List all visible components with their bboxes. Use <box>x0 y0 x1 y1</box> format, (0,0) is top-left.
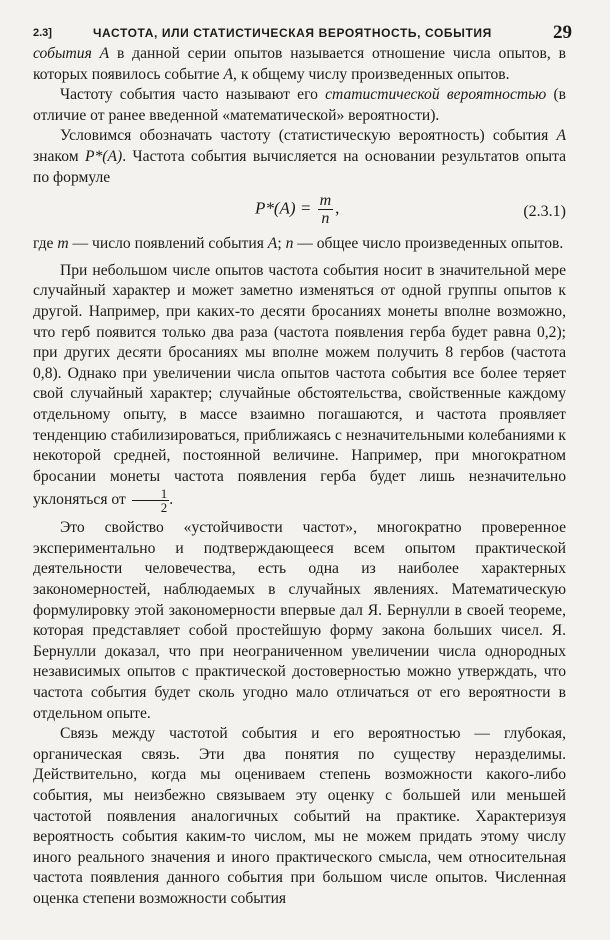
paragraph-notation: Условимся обозначать частоту (статистическую вероятность) события A знаком P*(A). Частота события вычисляется на основании результатов опыта по формуле <box>33 127 566 186</box>
formula-lhs: P*(A) = <box>255 198 312 218</box>
paragraph-coin-example: При небольшом числе опытов частота события носит в значительной мере случайный характер и может заметно изменяться от одной группы опытов к другой. Например, при каких-то десяти бросаниях монеты вполне возможно, что герб появится только два раза (частота появления герба будет равна 0,2); при других десяти бросаниях мы вполне можем получить 8 гербов (частота 0,8). Однако при увеличении числа опытов частота события все более теряет свой случайный характер; случайные обстоятельства, свойственные каждому отдельному опыту, в массе взаимно погашаются, и частота проявляет тенденцию стабилизироваться, приближаясь с незначительными колебаниями к некоторой средней, постоянной величине. Например, при многократном бросании монеты частота появления герба будет лишь незначительно уклоняться от $\frac{1}{2}$ . <box>33 261 566 516</box>
paragraph-frequency-probability-link: Связь между частотой события и его вероятностью — глубокая, органическая связь. Эти два понятия по существу неразделимы. Действительно, когда мы оцениваем степень возможности какого-либо события, мы неизбежно связываем эту оценку с большей или меньшей частотой появления аналогичных событий на практике. Характеризуя вероятность события каким-то числом, мы не можем придать этому числу иного реального значения и иного практического смысла, чем относительная частота появления данного события при большом числе опытов. Численная оценка степени возможности события <box>33 725 566 907</box>
equation-number: (2.3.1) <box>523 203 566 221</box>
paragraph-statistical-probability: Частоту события часто называют его статистической вероятностью (в отличие от ранее введенной «математической» вероятности). <box>33 86 566 124</box>
section-number: 2.3] <box>33 27 52 39</box>
formula-frequency: P*(A) = $\frac{m}{n}$ , <box>255 192 340 228</box>
symbol-m: m <box>57 235 69 253</box>
paragraph-stability-of-frequencies: Это свойство «устойчивости частот», многократно проверенное экспериментально и подтверждающееся всем опытом практической деятельности человечества, есть одна из наиболее характерных закономерностей, наблюдаемых в случайных явлениях. Математическую формулировку этой закономерности впервые дал Я. Бернулли в своей теореме, которая представляет собой простейшую форму закона больших чисел. Я. Бернулли доказал, что при неограниченном увеличении числа однородных независимых опытов с практической достоверностью можно утверждать, что частота события будет сколь угодно мало отличаться от его вероятности в отдельном опыте. <box>33 519 566 722</box>
running-title: ЧАСТОТА, ИЛИ СТАТИСТИЧЕСКАЯ ВЕРОЯТНОСТЬ, СОБЫТИЯ <box>93 26 492 40</box>
page-header <box>33 20 572 44</box>
fraction-one-half: $\frac{1}{2}$ <box>132 487 170 514</box>
italic-term-event: события <box>33 45 92 62</box>
italic-term-statistical-probability: статистической вероятностью <box>325 86 547 104</box>
formula-fraction <box>318 192 334 227</box>
symbol-A: A <box>223 65 234 83</box>
paragraph-definition-end: события A в данной серии опытов называется отношение числа опытов, в которых появилось событие A, к общему числу произведенных опытов. <box>33 45 566 83</box>
page-body <box>33 44 566 910</box>
symbol-n: n <box>285 235 294 253</box>
formula-denominator: n <box>321 210 330 228</box>
symbol-A: A <box>267 235 278 253</box>
symbol-A: A <box>556 127 566 145</box>
symbol-A: A <box>99 45 110 62</box>
paragraph-variables: где m — число появлений события A; n — общее число произведенных опытов. <box>33 235 564 253</box>
formula-numerator: m <box>319 192 332 210</box>
symbol-P-star-A: P*(A) <box>84 147 123 165</box>
page-number: 29 <box>553 22 572 43</box>
formula-block <box>33 188 566 234</box>
